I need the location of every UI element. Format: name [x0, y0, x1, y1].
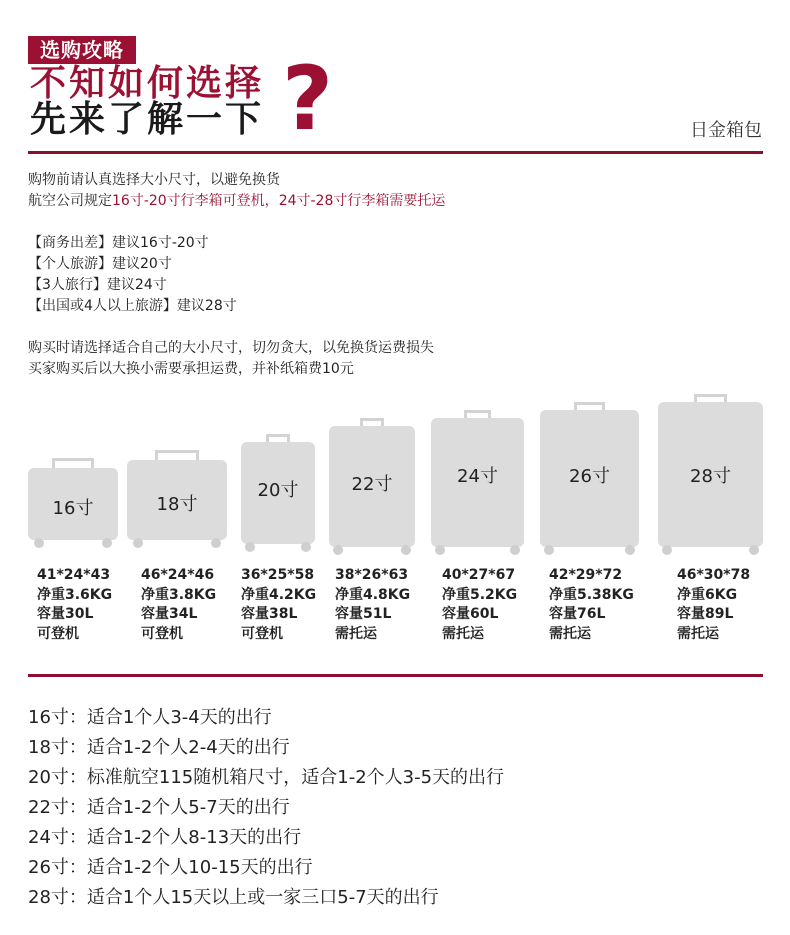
recommend-item: 【个人旅游】建议20寸	[28, 256, 172, 272]
size-guide-item: 16寸：适合1个人3-4天的出行	[28, 707, 272, 728]
recommend-list	[28, 233, 237, 317]
wheel-icon	[401, 545, 411, 555]
wheel-icon	[245, 542, 255, 552]
suitcase-size-label: 20寸	[257, 480, 299, 501]
size-guide-item: 18寸：适合1-2个人2-4天的出行	[28, 737, 290, 758]
brand-name: 日金箱包	[690, 120, 762, 141]
size-guide-item: 20寸：标准航空115随机箱尺寸，适合1-2个人3-5天的出行	[28, 767, 505, 788]
wheel-icon	[625, 545, 635, 555]
suitcase-size-label: 18寸	[156, 494, 198, 515]
size-guide-item: 22寸：适合1-2个人5-7天的出行	[28, 797, 290, 818]
suitcase-18	[127, 450, 227, 548]
recommend-item: 【商务出差】建议16寸-20寸	[28, 235, 209, 251]
spec-26: 42*29*72 净重5.38KG 容量76L 需托运	[549, 567, 634, 642]
suitcase-size-label: 28寸	[690, 466, 731, 487]
title-line-2: 先来了解一下	[30, 99, 265, 140]
recommend-item: 【出国或4人以上旅游】建议28寸	[28, 298, 237, 314]
wheel-icon	[133, 538, 143, 548]
size-guide-item: 24寸：适合1-2个人8-13天的出行	[28, 827, 302, 848]
suitcase-size-label: 16寸	[52, 498, 94, 519]
wheel-icon	[301, 542, 311, 552]
suitcase-16	[28, 458, 118, 548]
suitcase-20	[241, 434, 315, 552]
info-line-2-boardable: 16寸-20寸行李箱可登机，	[112, 193, 279, 209]
spec-22: 38*26*63 净重4.8KG 容量51L 需托运	[335, 567, 411, 642]
header-tag: 选购攻略	[28, 36, 136, 64]
size-guide-list	[28, 703, 504, 913]
wheel-icon	[662, 545, 672, 555]
wheel-icon	[435, 545, 445, 555]
notice-line-1: 购买时请选择适合自己的大小尺寸，切勿贪大，以免换货运费损失	[28, 340, 434, 356]
wheel-icon	[102, 538, 112, 548]
wheel-icon	[211, 538, 221, 548]
info-line-2-checked: 24寸-28寸行李箱需要托运	[278, 193, 446, 209]
notice-line-2: 买家购买后以大换小需要承担运费，并补纸箱费10元	[28, 361, 354, 377]
suitcase-size-label: 24寸	[457, 466, 498, 487]
spec-16: 41*24*43 净重3.6KG 容量30L 可登机	[37, 567, 113, 642]
header-divider	[28, 151, 763, 154]
info-line-2	[28, 191, 445, 212]
size-guide-item: 26寸：适合1-2个人10-15天的出行	[28, 857, 313, 878]
spec-28: 46*30*78 净重6KG 容量89L 需托运	[677, 567, 751, 642]
wheel-icon	[510, 545, 520, 555]
wheel-icon	[34, 538, 44, 548]
suitcase-28	[658, 394, 763, 555]
question-mark-icon: ?	[282, 47, 334, 150]
title-line-1: 不知如何选择	[30, 63, 265, 104]
notice-block	[28, 338, 434, 380]
spec-18: 46*24*46 净重3.8KG 容量34L 可登机	[141, 567, 217, 642]
suitcase-26	[540, 402, 639, 555]
size-guide-item: 28寸：适合1个人15天以上或一家三口5-7天的出行	[28, 887, 439, 908]
suitcase-24	[431, 410, 524, 555]
suitcase-22	[329, 418, 415, 555]
wheel-icon	[333, 545, 343, 555]
wheel-icon	[749, 545, 759, 555]
info-line-2-prefix: 航空公司规定	[28, 193, 112, 209]
section-divider	[28, 674, 763, 677]
suitcase-size-label: 26寸	[569, 466, 610, 487]
spec-20: 36*25*58 净重4.2KG 容量38L 可登机	[241, 567, 317, 642]
spec-24: 40*27*67 净重5.2KG 容量60L 需托运	[442, 567, 518, 642]
suitcase-size-label: 22寸	[351, 474, 393, 495]
info-block	[28, 170, 445, 212]
wheel-icon	[544, 545, 554, 555]
info-line-1: 购物前请认真选择大小尺寸，以避免换货	[28, 172, 280, 188]
recommend-item: 【3人旅行】建议24寸	[28, 277, 167, 293]
